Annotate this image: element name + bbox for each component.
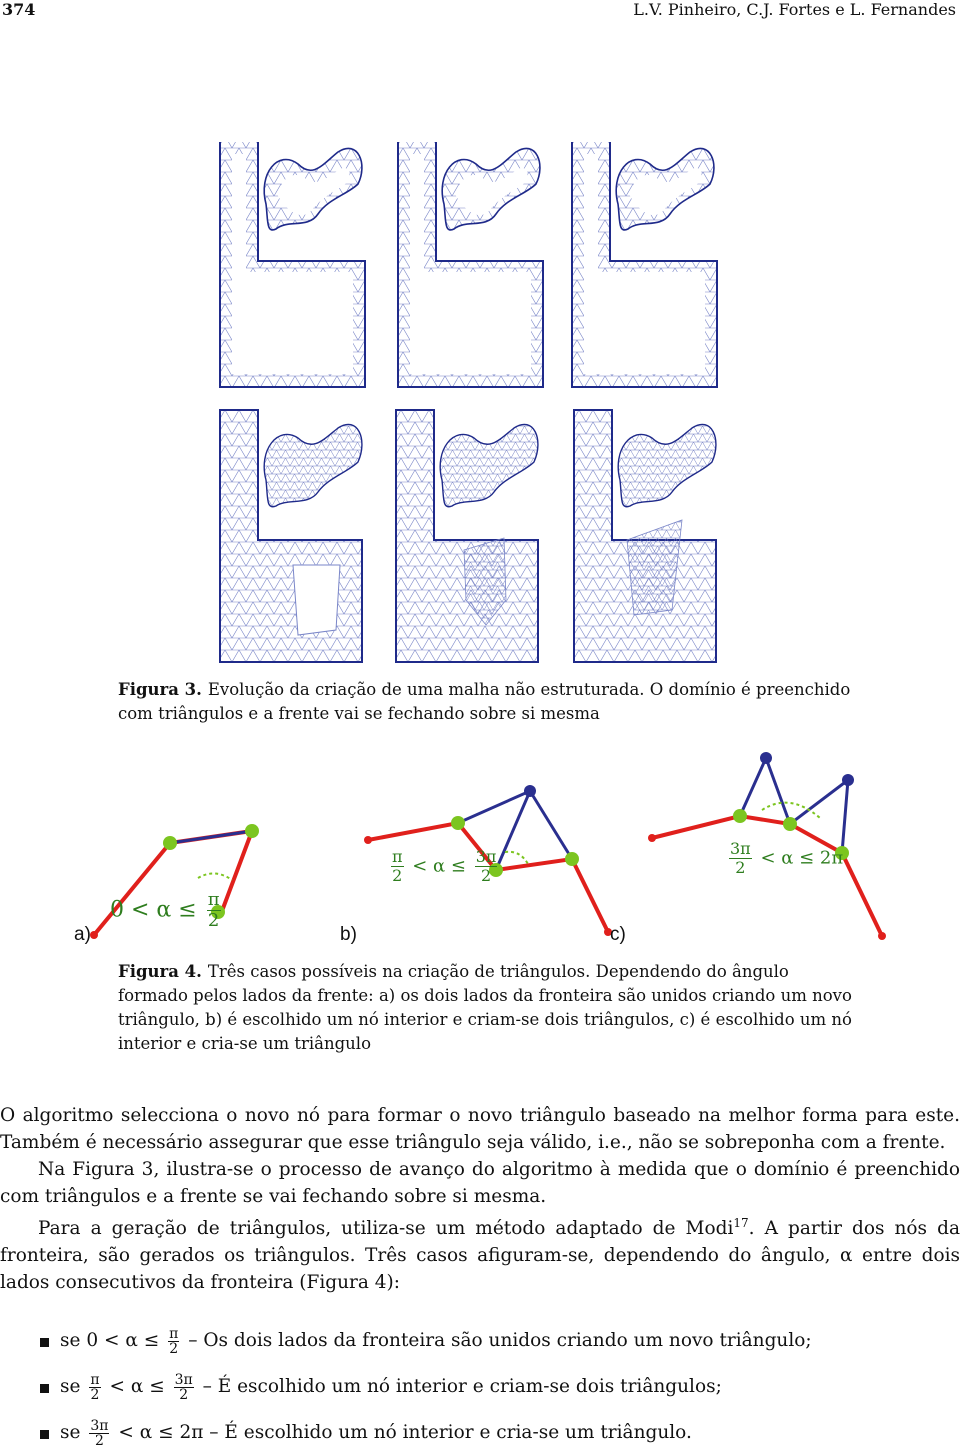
bullet-1-fraction (168, 1327, 179, 1356)
paragraph-3-b: . A partir dos nós da fronteira, são gerados os triângulos. Três casos afiguram-se, dependendo do ângulo, α entre dois lados consecutivos da fronteira (Figura 4): (0, 1218, 960, 1294)
bullet-3-pre: se (60, 1422, 81, 1443)
bullet-3-num: 3π (90, 1417, 109, 1434)
bullet-3-fraction (89, 1419, 109, 1448)
case-c-condition (726, 840, 843, 877)
figure-3-label: Figura 3. (118, 680, 202, 699)
paragraph-1: O algoritmo selecciona o novo nó para formar o novo triângulo baseado na melhor forma para este. Também é necessário assegurar que esse triângulo seja válido, i.e., não se sobreponha com a frente. (0, 1105, 960, 1153)
bullet-2-den2: 2 (179, 1386, 189, 1403)
case-c-right: < α ≤ 2π (760, 847, 844, 869)
mesh-panel-bottom-2 (396, 410, 538, 662)
case-b-den2: 2 (481, 866, 492, 885)
figure-4-label: Figura 4. (118, 962, 202, 981)
case-b-den1: 2 (392, 866, 403, 885)
paragraph-2: Na Figura 3, ilustra-se o processo de avanço do algoritmo à medida que o domínio é preenchido com triângulos e a frente se vai fechando sobre si mesma. (0, 1159, 960, 1207)
figure-3-caption-text: Evolução da criação de uma malha não estruturada. O domínio é preenchido com triângulos e a frente vai se fechando sobre si mesma (118, 680, 851, 723)
case-b-fraction-1 (391, 848, 404, 885)
cases-list (0, 1318, 960, 1456)
case-a-condition (110, 890, 224, 931)
bullet-2-den: 2 (90, 1386, 100, 1403)
bullet-1-den: 2 (169, 1340, 179, 1357)
bullet-1-post: – Os dois lados da fronteira são unidos criando um novo triângulo; (188, 1330, 812, 1351)
mesh-panel-bottom-3 (574, 410, 716, 662)
bullet-1-num: π (169, 1325, 179, 1342)
panel-c-label: c) (610, 924, 626, 945)
bullet-2-num: π (90, 1371, 100, 1388)
bullet-3-den: 2 (94, 1432, 104, 1449)
bullet-2-num2: 3π (174, 1371, 193, 1388)
figure-4-caption-text: Três casos possíveis na criação de triângulos. Dependendo do ângulo formado pelos lados da frente: a) os dois lados da fronteira são unidos criando um novo triângulo, b) é escolhido um nó interior e criam-se dois triângulos, c) é escolhido um nó interior e cria-se um triângulo (118, 962, 852, 1053)
case-b-mid: < α ≤ (412, 855, 467, 877)
case-a-num: π (207, 889, 220, 910)
mesh-panel-top-2 (396, 124, 543, 387)
bullet-2-post: – É escolhido um nó interior e criam-se dois triângulos; (202, 1376, 722, 1397)
bullet-2-fraction-1 (89, 1373, 100, 1402)
paragraph-3-a: Para a geração de triângulos, utiliza-se um método adaptado de Modi (38, 1218, 734, 1240)
citation-superscript: 17 (733, 1216, 749, 1230)
panel-a-label: a) (74, 924, 91, 945)
case-b-condition (388, 848, 500, 885)
panel-b-label: b) (340, 924, 357, 945)
bullet-1-pre: se 0 < α ≤ (60, 1330, 160, 1351)
running-authors: L.V. Pinheiro, C.J. Fortes e L. Fernandes (633, 0, 956, 19)
case-c-den: 2 (735, 858, 746, 877)
bullet-3-post: < α ≤ 2π – É escolhido um nó interior e cria-se um triângulo. (118, 1422, 692, 1443)
case-a-fraction (207, 890, 221, 931)
bullet-2-mid: < α ≤ (109, 1376, 165, 1397)
paragraph-3 (0, 1210, 960, 1296)
mesh-panel-bottom-1 (220, 410, 362, 662)
running-header (0, 0, 960, 20)
case-c-fraction (729, 840, 752, 877)
body-text (0, 1102, 960, 1296)
case-b-num1: π (392, 847, 403, 866)
mesh-panel-top-3 (570, 124, 717, 387)
case-b-fraction-2 (475, 848, 498, 885)
list-item (0, 1364, 960, 1410)
mesh-panel-top-1 (218, 124, 365, 387)
page-number: 374 (2, 0, 36, 19)
list-item (0, 1410, 960, 1456)
figure-4-caption (118, 960, 858, 1056)
case-a-den: 2 (207, 910, 220, 931)
case-b-num2: 3π (475, 847, 497, 866)
figure-3-caption (118, 678, 858, 726)
bullet-2-fraction-2 (174, 1373, 194, 1402)
case-c-num: 3π (730, 839, 751, 858)
list-item (0, 1318, 960, 1364)
case-a-condition-text: 0 < α ≤ (110, 897, 197, 923)
bullet-2-pre: se (60, 1376, 81, 1397)
